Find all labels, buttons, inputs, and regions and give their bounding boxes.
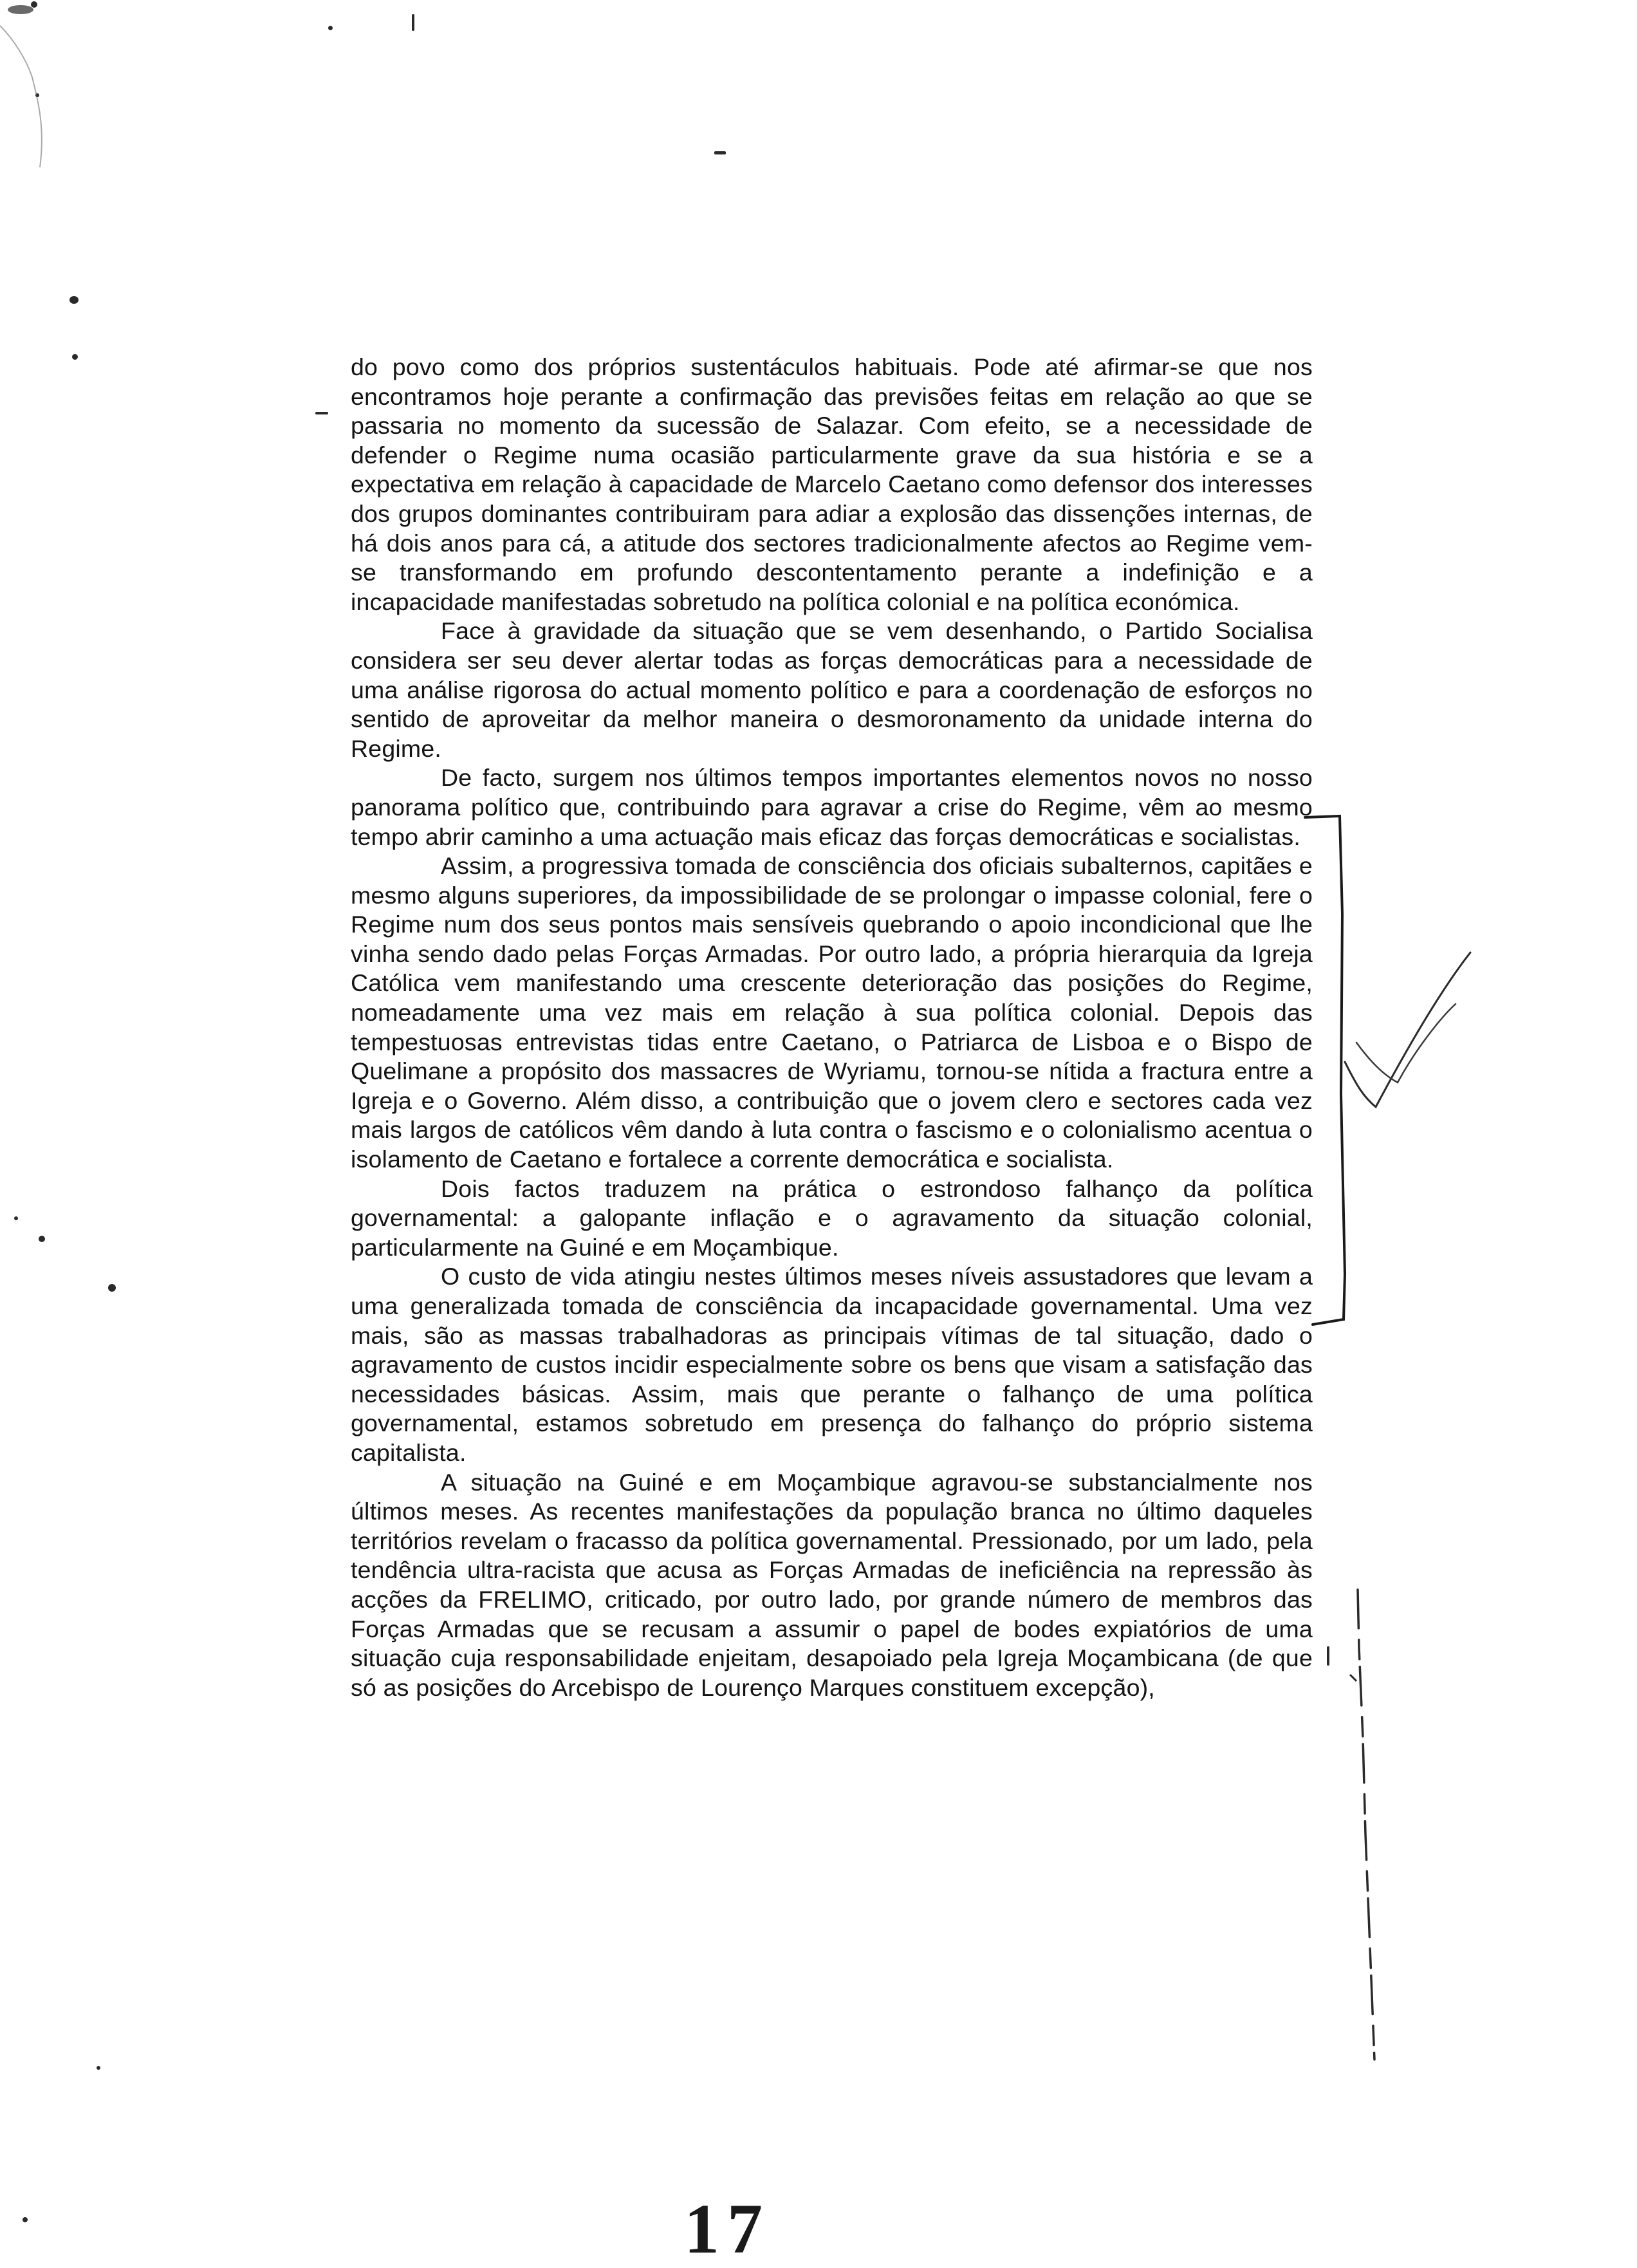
margin-line — [1358, 1590, 1374, 2059]
paragraph: Assim, a progressiva tomada de consciência dos oficiais subalternos, capitães e mesmo alguns superiores, da impossibilidade de se prolongar o impasse colonial, fere o Regime num dos seus pontos mais sensíveis quebrando o apoio incondicional que lhe vinha sendo dado pelas Forças Armadas. Por outro lado, a própria hierarquia da Igreja Católica vem manifestando uma crescente deterioração das posições do Regime, nomeadamente uma vez mais em relação à sua política colonial. Depois das tempestuosas entrevistas tidas entre Caetano, o Patriarca de Lisboa e o Bispo de Quelimane a propósito dos massacres de Wyriamu, tornou-se nítida a fractura entre a Igreja e o Governo. Além disso, a contribuição que o jovem clero e sectores cada vez mais largos de católicos vêm dando à luta contra o fascismo e o colonialismo acentua o isolamento de Caetano e fortalece a corrente democrática e socialista. — [351, 852, 1313, 1173]
paragraph: Face à gravidade da situação que se vem desenhando, o Partido Socialisa considera ser seu dever alertar todas as forças democráticas para a necessidade de uma análise rigorosa do actual momento político e para a coordenação de esforços no sentido de aproveitar da melhor maneira o desmoronamento da unidade interna do Regime. — [351, 617, 1313, 762]
paragraph: De facto, surgem nos últimos tempos importantes elementos novos no nosso panorama político que, contribuindo para agravar a crise do Regime, vêm ao mesmo tempo abrir caminho a uma actuação mais eficaz das forças democráticas e socialistas. — [351, 764, 1313, 850]
margin-tick — [1350, 1675, 1356, 1681]
check-mark-stroke — [1356, 1004, 1456, 1083]
check-mark — [1345, 953, 1470, 1107]
paragraph: Dois factos traduzem na prática o estrondoso falhanço da política governamental: a galopante inflação e o agravamento da situação colonial, particularmente na Guiné e em Moçambique. — [351, 1175, 1313, 1261]
corner-smudge — [0, 26, 42, 167]
paragraph: A situação na Guiné e em Moçambique agravou-se substancialmente nos últimos meses. As recentes manifestações da população branca no último daqueles territórios revelam o fracasso da política governamental. Pressionado, por um lado, pela tendência ultra-racista que acusa as Forças Armadas de ineficiência na repressão às acções da FRELIMO, criticado, por outro lado, por grande número de membros das Forças Armadas que se recusam a assumir o papel de bodes expiatórios de uma situação cuja responsabilidade enjeitam, desapoiado pela Igreja Moçambicana (de que só as posições do Arcebispo de Lourenço Marques constituem excepção), — [351, 1468, 1313, 1701]
margin-bracket — [1305, 816, 1345, 1325]
paragraph: do povo como dos próprios sustentáculos habituais. Pode até afirmar-se que nos encontramos hoje perante a confirmação das previsões feitas em relação ao que se passaria no momento da sucessão de Salazar. Com efeito, se a necessidade de defender o Regime numa ocasião particularmente grave da sua história e se a expectativa em relação à capacidade de Marcelo Caetano como defensor dos interesses dos grupos dominantes contribuiram para adiar a explosão das dissenções internas, de há dois anos para cá, a atitude dos sectores tradicionalmente afectos ao Regime vem-se transformando em profundo descontentamento perante a indefinição e a incapacidade manifestadas sobretudo na política colonial e na política económica. — [351, 353, 1313, 615]
paragraph: O custo de vida atingiu nestes últimos meses níveis assustadores que levam a uma generalizada tomada de consciência da incapacidade governamental. Uma vez mais, são as massas trabalhadoras as principais vítimas de tal situação, dado o agravamento de custos incidir especialmente sobre os bens que visam a satisfação das necessidades básicas. Assim, mais que perante o falhanço de uma política governamental, estamos sobretudo em presença do falhanço do próprio sistema capitalista. — [351, 1263, 1313, 1466]
page-number: 17 — [684, 2189, 770, 2268]
